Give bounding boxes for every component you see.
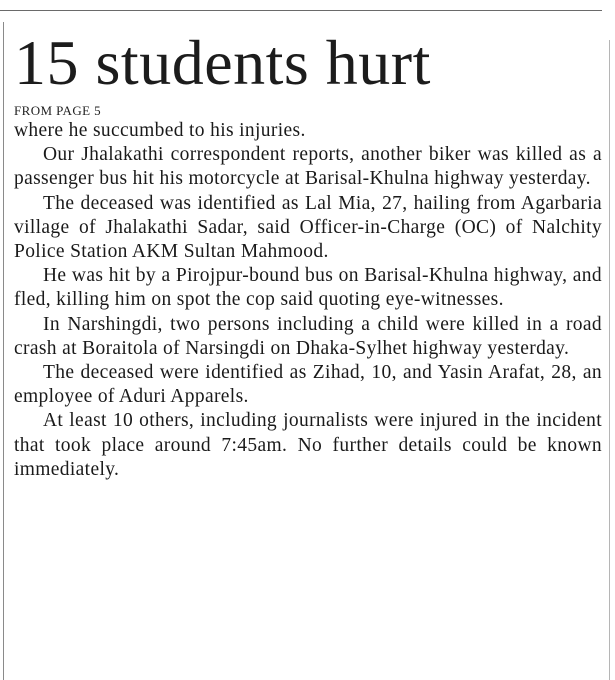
jump-line: FROM PAGE 5 (14, 103, 102, 118)
paragraph-continuation: where he succumbed to his injuries. (14, 120, 306, 141)
headline: 15 students hurt (14, 27, 431, 98)
paragraph: In Narshingdi, two persons including a child were killed in a road crash at Boraitola of Narsingdi on Dhaka-Sylhet highway yesterday. (14, 313, 602, 359)
paragraph: Our Jhalakathi correspondent reports, another biker was killed as a passenger bus hit his motorcycle at Barisal-Khulna highway yesterday. (14, 144, 602, 190)
paragraph: The deceased were identified as Zihad, 10, and Yasin Arafat, 28, an employee of Aduri Apparels. (14, 362, 602, 408)
article-body (14, 119, 602, 482)
paragraph: He was hit by a Pirojpur-bound bus on Barisal-Khulna highway, and fled, killing him on spot the cop said quoting eye-witnesses. (14, 265, 602, 311)
article (14, 26, 602, 482)
paragraph: The deceased was identified as Lal Mia, 27, hailing from Agarbaria village of Jhalakathi Sadar, said Officer-in-Charge (OC) of Nalchity Police Station AKM Sultan Mahmood. (14, 192, 602, 263)
paragraph: At least 10 others, including journalists were injured in the incident that took place around 7:45am. No further details could be known immediately. (14, 410, 602, 480)
top-divider-line (0, 10, 602, 11)
right-column-rule (609, 40, 610, 680)
left-column-rule (3, 22, 4, 680)
